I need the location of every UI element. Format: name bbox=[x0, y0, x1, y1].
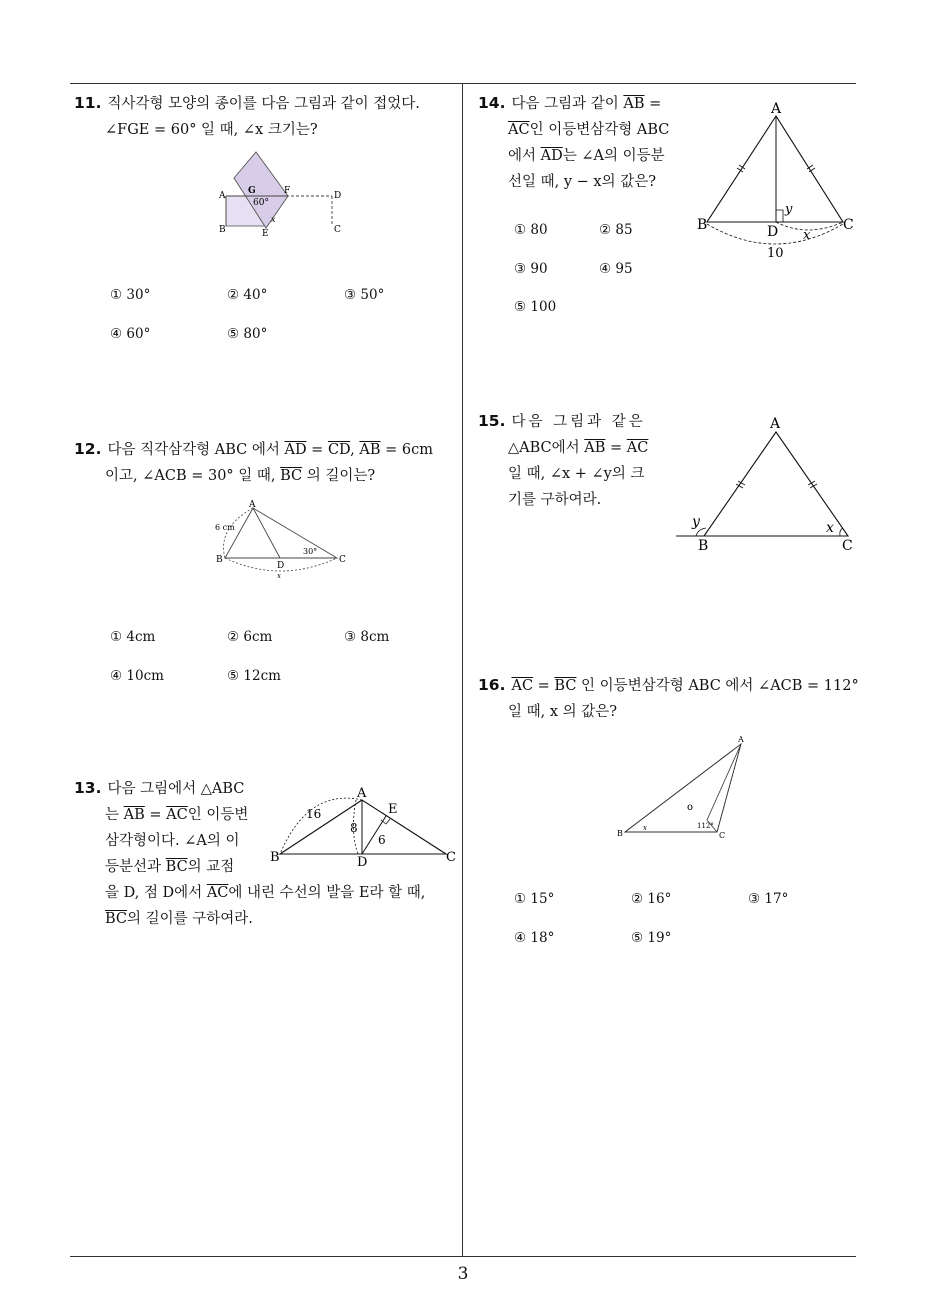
label-B: B bbox=[219, 225, 226, 235]
question-number: 14. bbox=[478, 94, 506, 112]
choice-2[interactable]: ② 40° bbox=[227, 287, 268, 303]
label-A: A bbox=[770, 416, 781, 432]
question-number: 16. bbox=[478, 676, 506, 694]
page-number: 3 bbox=[457, 1264, 469, 1284]
label-B: B bbox=[216, 555, 223, 565]
length-label: 6 cm bbox=[215, 523, 235, 532]
question-13: 13. 다음 그림에서 △ABC 는 $\overline{AB} = \overline{AC}$인 이등변 삼각형이다. ∠A의 이 등분선과 $\overline{BC}$의 교점 을 D, 점 D에서 $\overline{AC}$에 내린 수선의 발을 E라 할 때, $\overline{BC}$의 길이를 구하여라. bbox=[74, 779, 426, 927]
label-C: C bbox=[719, 831, 726, 840]
label-C: C bbox=[446, 850, 456, 865]
triangle-ABC bbox=[707, 116, 843, 222]
segment-AD: $\overline{AD}$ bbox=[540, 148, 563, 164]
q15-figure bbox=[672, 412, 862, 554]
choice-1[interactable]: ① 30° bbox=[110, 287, 151, 303]
question-number: 13. bbox=[74, 779, 102, 797]
choice-5[interactable]: ⑤ 100 bbox=[514, 299, 557, 315]
length-ad: 8 bbox=[350, 821, 358, 835]
label-C: C bbox=[339, 555, 346, 565]
segment-BC: $\overline{BC}$ bbox=[280, 468, 303, 484]
segment-AD: $\overline{AD}$ bbox=[284, 442, 307, 458]
choice-4[interactable]: ④ 10cm bbox=[110, 668, 164, 684]
angle-x-label: x bbox=[271, 215, 276, 224]
angle-label: 60° bbox=[253, 198, 269, 208]
choice-3[interactable]: ③ 90 bbox=[514, 261, 548, 277]
label-C: C bbox=[842, 538, 853, 554]
segment-CD: $\overline{CD}$ bbox=[327, 442, 351, 458]
label-B: B bbox=[270, 850, 280, 865]
choice-4[interactable]: ④ 18° bbox=[514, 930, 555, 946]
label-C: C bbox=[843, 217, 854, 233]
q13-figure bbox=[268, 782, 463, 870]
length-ab: 16 bbox=[306, 807, 322, 821]
segment-BC: $\overline{BC}$ bbox=[105, 911, 128, 927]
x-label: x bbox=[803, 228, 811, 243]
label-A: A bbox=[249, 500, 256, 510]
label-G: G bbox=[248, 186, 256, 196]
label-F: F bbox=[284, 186, 291, 196]
label-E: E bbox=[388, 802, 398, 817]
segment-AC: $\overline{AC}$ bbox=[508, 122, 530, 138]
question-12: 12. 다음 직각삼각형 ABC 에서 $\overline{AD} = \overline{CD}$, $\overline{AB} = 6cm$ 이고, ∠ACB = 30° 일 때, $\overline{BC}$ 의 길이는? bbox=[74, 440, 433, 484]
question-15: 15. 다음 그림과 같은 △ABC에서 $\overline{AB} = \overline{AC}$ 일 때, ∠x + ∠y의 크 기를 구하여라. bbox=[478, 412, 649, 508]
question-14: 14. 다음 그림과 같이 $\overline{AB}$ = $\overline{AC}$인 이등변삼각형 ABC 에서 $\overline{AD}$는 ∠A의 이등분 선일 때, y − x의 값은? bbox=[478, 94, 670, 190]
q11-figure bbox=[200, 148, 360, 243]
segment-AC: $\overline{AC}$ bbox=[626, 440, 649, 456]
triangle-ABC bbox=[280, 800, 446, 854]
label-B: B bbox=[697, 217, 708, 233]
question-number: 15. bbox=[478, 412, 506, 430]
segment-AC: $\overline{AC}$ bbox=[166, 807, 188, 823]
label-B: B bbox=[617, 829, 623, 838]
y-label: y bbox=[785, 202, 793, 217]
choice-2[interactable]: ② 16° bbox=[631, 891, 672, 907]
x-label: x bbox=[826, 520, 834, 536]
segment-AB: $\overline{AB}$ bbox=[123, 807, 145, 823]
choice-4[interactable]: ④ 95 bbox=[599, 261, 633, 277]
segment-AB: $\overline{AB}$ bbox=[359, 442, 381, 458]
length-de: 6 bbox=[378, 833, 386, 847]
x-label: x bbox=[277, 572, 281, 580]
choice-3[interactable]: ③ 17° bbox=[748, 891, 789, 907]
choice-3[interactable]: ③ 8cm bbox=[344, 629, 390, 645]
segment-AC: $\overline{AC}$ bbox=[511, 678, 534, 694]
label-D: D bbox=[277, 561, 285, 571]
question-number: 12. bbox=[74, 440, 102, 458]
segment-AB: $\overline{AB}$ bbox=[623, 96, 645, 112]
segment-AB: $\overline{AB}$ bbox=[584, 440, 606, 456]
segment-BC: $\overline{BC}$ bbox=[554, 678, 577, 694]
point-o-label: o bbox=[687, 802, 694, 813]
label-A: A bbox=[738, 735, 744, 744]
segment-AD bbox=[253, 508, 280, 558]
choice-1[interactable]: ① 4cm bbox=[110, 629, 156, 645]
question-16: 16. $\overline{AC} = \overline{BC}$ 인 이등변삼각형 ABC 에서 ∠ACB = 112° 일 때, x 의 값은? bbox=[478, 676, 859, 720]
segment-BC: $\overline{BC}$ bbox=[165, 859, 188, 875]
q12-figure bbox=[205, 498, 355, 580]
label-D: D bbox=[334, 191, 342, 201]
label-D: D bbox=[357, 855, 368, 870]
label-D: D bbox=[767, 224, 779, 240]
choice-3[interactable]: ③ 50° bbox=[344, 287, 385, 303]
label-A: A bbox=[357, 786, 367, 801]
length-bc: 10 bbox=[767, 246, 784, 261]
choice-1[interactable]: ① 15° bbox=[514, 891, 555, 907]
label-C: C bbox=[334, 225, 341, 235]
label-B: B bbox=[698, 538, 709, 554]
question-number: 11. bbox=[74, 94, 102, 112]
question-text-line1: 직사각형 모양의 종이를 다음 그림과 같이 접었다. bbox=[107, 96, 420, 112]
q16-figure bbox=[615, 732, 755, 844]
y-label: y bbox=[692, 514, 700, 530]
choice-2[interactable]: ② 85 bbox=[599, 222, 633, 238]
angle-label: 30° bbox=[303, 547, 318, 556]
choice-5[interactable]: ⑤ 19° bbox=[631, 930, 672, 946]
question-11 bbox=[74, 90, 459, 143]
label-A: A bbox=[219, 191, 226, 201]
label-A: A bbox=[771, 101, 782, 117]
x-label: x bbox=[643, 824, 647, 832]
choice-1[interactable]: ① 80 bbox=[514, 222, 548, 238]
top-rule bbox=[70, 83, 856, 84]
choice-4[interactable]: ④ 60° bbox=[110, 326, 151, 342]
choice-5[interactable]: ⑤ 80° bbox=[227, 326, 268, 342]
question-text-line2: ∠FGE = 60° 일 때, ∠x 크기는? bbox=[105, 122, 318, 138]
label-E: E bbox=[262, 229, 269, 239]
segment-AC: $\overline{AC}$ bbox=[206, 885, 229, 901]
bottom-rule bbox=[70, 1256, 856, 1257]
choice-5[interactable]: ⑤ 12cm bbox=[227, 668, 281, 684]
q14-figure bbox=[695, 98, 860, 263]
angle-label: 112° bbox=[697, 822, 714, 830]
choice-2[interactable]: ② 6cm bbox=[227, 629, 273, 645]
column-divider bbox=[462, 83, 463, 1257]
